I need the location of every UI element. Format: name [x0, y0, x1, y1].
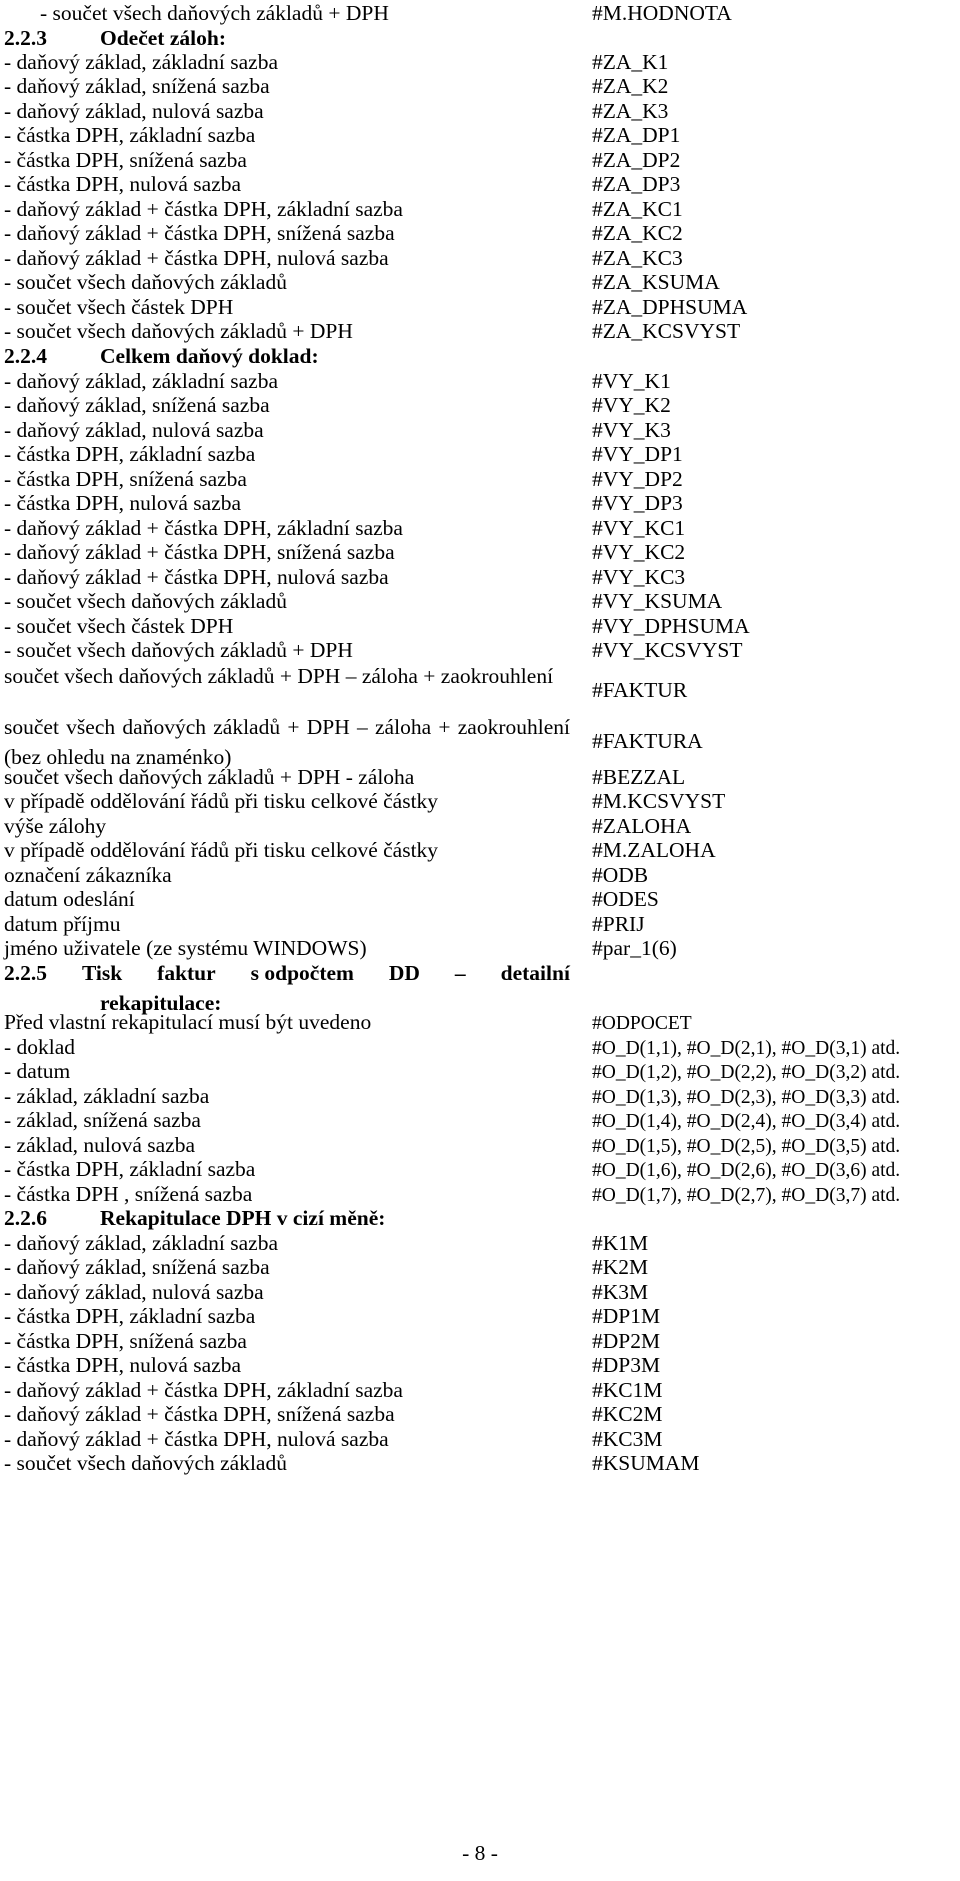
row-label: - částka DPH, základní sazba [4, 1304, 256, 1328]
row-label: - součet všech daňových základů [4, 589, 287, 613]
row-label: - daňový základ, snížená sazba [4, 393, 270, 417]
row-code: #VY_KCSVYST [592, 638, 743, 662]
row-label: - daňový základ + částka DPH, základní sazba [4, 1378, 403, 1402]
row-code: #ZA_KCSVYST [592, 319, 741, 343]
row-code: #M.ZALOHA [592, 838, 716, 862]
row-label: - částka DPH, nulová sazba [4, 1353, 242, 1377]
row-code: #O_D(1,3), #O_D(2,3), #O_D(3,3) atd. [592, 1087, 901, 1108]
row-label: - daňový základ + částka DPH, snížená sazba [4, 1402, 395, 1426]
row-code: #ZA_KC2 [592, 221, 683, 245]
row-label: - částka DPH, základní sazba [4, 123, 256, 147]
row-code: #ZA_KC3 [592, 246, 683, 270]
row-label: - součet všech daňových základů + DPH [4, 638, 353, 662]
row-label: - daňový základ + částka DPH, snížená sazba [4, 221, 395, 245]
row-code: #O_D(1,5), #O_D(2,5), #O_D(3,5) atd. [592, 1136, 901, 1157]
row-code: #ZA_DPHSUMA [592, 295, 748, 319]
row-code: #VY_DP2 [592, 467, 683, 491]
row-code: #O_D(1,7), #O_D(2,7), #O_D(3,7) atd. [592, 1185, 901, 1206]
row-code: #K1M [592, 1231, 649, 1255]
section-number: 2.2.5 [4, 961, 47, 985]
section-number: 2.2.3 [4, 26, 47, 50]
row-code: #VY_KSUMA [592, 589, 723, 613]
row-label: - základ, nulová sazba [4, 1133, 196, 1157]
title-word: faktur [157, 961, 216, 985]
row-label: - daňový základ, nulová sazba [4, 1280, 264, 1304]
row-label: - částka DPH, nulová sazba [4, 491, 242, 515]
section-number: 2.2.4 [4, 344, 47, 368]
row-label: označení zákazníka [4, 863, 172, 887]
title-word: s odpočtem [250, 961, 354, 985]
row-code: #VY_DP3 [592, 491, 683, 515]
row-label: v případě oddělování řádů při tisku celkové částky [4, 838, 439, 862]
row-code: #ZA_KSUMA [592, 270, 720, 294]
row-label: součet všech daňových základů + DPH – záloha + zaokrouhlení (bez ohledu na znaménko) [4, 715, 570, 769]
section-title-line-2: rekapitulace: [100, 991, 222, 1015]
title-word: Tisk [81, 961, 123, 985]
row-label: - součet všech daňových základů + DPH [4, 319, 353, 343]
row-code: #O_D(1,4), #O_D(2,4), #O_D(3,4) atd. [592, 1111, 901, 1132]
row-code: #ZA_KC1 [592, 197, 683, 221]
row-code: #ZA_DP3 [592, 172, 681, 196]
row-code: #KSUMAM [592, 1451, 700, 1475]
row-label: - částka DPH , snížená sazba [4, 1182, 253, 1206]
row-code: #ZA_K1 [592, 50, 669, 74]
row-code: #DP3M [592, 1353, 661, 1377]
row-label: - doklad [4, 1035, 76, 1059]
row-code: #O_D(1,2), #O_D(2,2), #O_D(3,2) atd. [592, 1062, 901, 1083]
row-code: #ZA_K2 [592, 74, 669, 98]
row-label: - daňový základ, základní sazba [4, 369, 278, 393]
row-code: #O_D(1,6), #O_D(2,6), #O_D(3,6) atd. [592, 1160, 901, 1181]
row-label: - daňový základ, snížená sazba [4, 74, 270, 98]
row-label: - součet všech daňových základů [4, 1451, 287, 1475]
row-label: - součet všech daňových základů + DPH [40, 1, 389, 25]
row-label: jméno uživatele (ze systému WINDOWS) [4, 936, 367, 960]
row-code: #KC1M [592, 1378, 663, 1402]
row-label: datum příjmu [4, 912, 121, 936]
section-title: Odečet záloh: [100, 26, 226, 50]
row-label: v případě oddělování řádů při tisku celkové částky [4, 789, 439, 813]
row-code: #ZA_DP1 [592, 123, 681, 147]
row-label: součet všech daňových základů + DPH – záloha + zaokrouhlení [4, 664, 554, 688]
row-code: #M.KCSVYST [592, 789, 726, 813]
row-label: - částka DPH, snížená sazba [4, 1329, 247, 1353]
row-label: - daňový základ + částka DPH, nulová sazba [4, 1427, 389, 1451]
row-label: - částka DPH, snížená sazba [4, 467, 247, 491]
row-label: datum odeslání [4, 887, 135, 911]
row-label: - daňový základ + částka DPH, nulová sazba [4, 565, 389, 589]
row-label: - daňový základ, nulová sazba [4, 99, 264, 123]
row-label: - částka DPH, snížená sazba [4, 148, 247, 172]
row-label: - daňový základ + částka DPH, základní sazba [4, 516, 403, 540]
row-label: Před vlastní rekapitulací musí být uvedeno [4, 1010, 372, 1034]
row-label: - základ, základní sazba [4, 1084, 210, 1108]
row-code: #K3M [592, 1280, 649, 1304]
row-code: #ODPOCET [592, 1013, 692, 1034]
row-code: #VY_DPHSUMA [592, 614, 750, 638]
row-label: - daňový základ, základní sazba [4, 50, 278, 74]
row-code: #ZALOHA [592, 814, 692, 838]
section-title-line-1 [4, 958, 570, 988]
row-code: #KC2M [592, 1402, 663, 1426]
section-number: 2.2.6 [4, 1206, 47, 1230]
row-code: #KC3M [592, 1427, 663, 1451]
row-label: - daňový základ, snížená sazba [4, 1255, 270, 1279]
row-label: - daňový základ, základní sazba [4, 1231, 278, 1255]
title-word: DD [388, 961, 420, 985]
row-code: #DP1M [592, 1304, 661, 1328]
row-code: #VY_KC3 [592, 565, 686, 589]
row-code: #O_D(1,1), #O_D(2,1), #O_D(3,1) atd. [592, 1038, 901, 1059]
row-code: #VY_DP1 [592, 442, 683, 466]
title-word: – [454, 961, 466, 985]
row-code: #BEZZAL [592, 765, 686, 789]
row-label: - základ, snížená sazba [4, 1108, 201, 1132]
row-label: - datum [4, 1059, 71, 1083]
row-label: - částka DPH, nulová sazba [4, 172, 242, 196]
row-code: #DP2M [592, 1329, 661, 1353]
section-title: Rekapitulace DPH v cizí měně: [100, 1206, 386, 1230]
row-code: #VY_K1 [592, 369, 671, 393]
row-label: - součet všech daňových základů [4, 270, 287, 294]
row-label: - součet všech částek DPH [4, 614, 234, 638]
row-label: - daňový základ + částka DPH, nulová sazba [4, 246, 389, 270]
row-code: #K2M [592, 1255, 649, 1279]
row-code: #FAKTUR [592, 678, 688, 702]
row-label: - daňový základ + částka DPH, základní sazba [4, 197, 403, 221]
row-code: #ODB [592, 863, 649, 887]
title-word: detailní [500, 961, 570, 985]
row-label: - částka DPH, základní sazba [4, 442, 256, 466]
row-label: součet všech daňových základů + DPH - záloha [4, 765, 415, 789]
row-code: #VY_K3 [592, 418, 671, 442]
row-code: #FAKTURA [592, 729, 703, 753]
row-code: #ZA_DP2 [592, 148, 681, 172]
row-code: #VY_KC2 [592, 540, 686, 564]
row-code: #VY_KC1 [592, 516, 686, 540]
row-label: - daňový základ + částka DPH, snížená sazba [4, 540, 395, 564]
row-code: #ODES [592, 887, 659, 911]
row-code: #M.HODNOTA [592, 1, 732, 25]
row-code: #par_1(6) [592, 936, 677, 960]
row-code: #ZA_K3 [592, 99, 669, 123]
row-label: výše zálohy [4, 814, 107, 838]
row-label: - součet všech částek DPH [4, 295, 234, 319]
row-label: - částka DPH, základní sazba [4, 1157, 256, 1181]
section-title: Celkem daňový doklad: [100, 344, 319, 368]
variable-row [4, 1448, 700, 1478]
row-code: #PRIJ [592, 912, 645, 936]
row-code: #VY_K2 [592, 393, 671, 417]
row-label: - daňový základ, nulová sazba [4, 418, 264, 442]
page-number: - 8 - [462, 1841, 498, 1865]
